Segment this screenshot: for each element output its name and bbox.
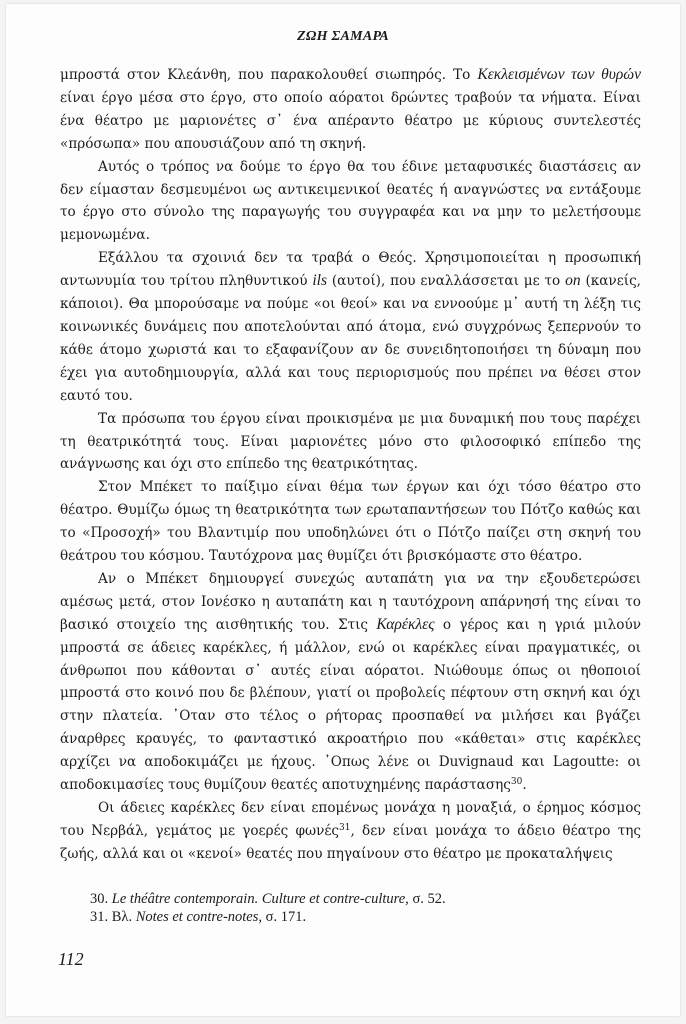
paragraph-3	[60, 247, 641, 407]
footnote-title: Notes et contre-notes,	[135, 909, 263, 925]
text-run: Οι άδειες καρέκλες δεν είναι επομένως μονάχα η μοναξιά, ο έρημος κόσμος του Νερβάλ, γεμάτος με γοερές φωνές	[60, 800, 641, 839]
running-head-author: ΖΩΗ ΣΑΜΑΡΑ	[296, 29, 390, 44]
footnote-31	[90, 908, 610, 926]
page-number: 112	[58, 949, 84, 969]
italic-term: on	[565, 272, 581, 290]
paragraph-2: Αυτός ο τρόπος να δούμε το έργο θα του έδινε μεταφυσικές διαστάσεις αν δεν είμασταν δεσμευμένοι ως αντικειμενικοί θεατές ή αναγνώστες να εντάξουμε το έργο στο σύνολο της παραγωγής του συγγραφέα και να μην το μελετήσουμε μεμονωμένα.	[60, 158, 641, 244]
footnotes	[90, 890, 610, 926]
footnote-ref-30[interactable]: 30	[510, 777, 523, 788]
text-run: .	[522, 777, 527, 794]
paragraph-7	[60, 797, 641, 866]
text-run: είναι έργο μέσα στο έργο, στο οποίο αόρατοι δρώντες τραβούν τα νήματα. Είναι ένα θέατρο με μαριονέτες σ᾿ ένα απέραντο θέατρο με κύριους συντελεστές «πρόσωπα» που απουσιάζουν από τη σκηνή.	[60, 89, 641, 152]
footnote-page: σ. 171.	[262, 909, 307, 925]
footnote-page: σ. 52.	[408, 891, 446, 907]
paragraph-5: Στον Μπέκετ το παίξιμο είναι θέμα των έργων και όχι τόσο θέατρο στο θέατρο. Θυμίζω όμως τη θεατρικότητα των ερωταπαντήσεων του Πότζο καθώς και το «Προσοχή» του Βλαντιμίρ που υποδηλώνει ότι ο Πότζο παίζει στη σκηνή του θεάτρου του κόσμου. Ταυτόχρονα μας θυμίζει ότι βρισκόμαστε στο θέατρο.	[60, 479, 641, 565]
paragraph-1	[60, 64, 641, 156]
footnote-number: 31. Βλ.	[90, 909, 136, 925]
text-run: Εξάλλου τα σχοινιά δεν τα τραβά ο Θεός. Χρησιμοποιείται η προσωπική αντωνυμία του τρίτου πληθυντικού	[60, 250, 641, 290]
text-run: μπροστά στον Κλεάνθη, που παρακολουθεί σιωπηρός. Το	[60, 67, 478, 83]
paragraph-6	[60, 568, 641, 797]
italic-term: ils	[312, 272, 328, 290]
italic-title: Κεκλεισμένων των θυρών	[477, 66, 641, 83]
text-run: (αυτοί), που εναλλάσσεται με το	[327, 273, 566, 290]
footnote-title: Le théâtre contemporain. Culture et contre-culture,	[111, 891, 409, 907]
body-text	[60, 64, 641, 866]
text-run: (κανείς, κάποιοι). Θα μπορούσαμε να πούμε «οι θεοί» και να εννοούμε μ᾿ αυτή τη λέξη τις κοινωνικές δυνάμεις που αποτελούνται από άτομα, ενώ συγχρόνως ξεπερνούν το κάθε άτομο χωριστά και το εξαφανίζουν αν δε συνειδητοποιήσει τη δύναμη που έχει για αυτοδημιουργία, αλλά και τους περιορισμούς που πρέπει να θέσει στον εαυτό του.	[60, 273, 642, 404]
footnote-ref-31[interactable]: 31	[339, 822, 351, 833]
text-run: Αν ο Μπέκετ δημιουργεί συνεχώς αυταπάτη για να την εξουδετερώσει αμέσως μετά, στον Ιονέσκο η αυταπάτη και η ταυτόχρονη απάρνησή της είναι το βασικό στοιχείο της αισθητικής του. Στις	[60, 570, 641, 633]
italic-title: Καρέκλες	[376, 615, 435, 633]
text-run: ο γέρος και η γριά μιλούν μπροστά σε άδειες καρέκλες, ή μάλλον, ενώ οι καρέκλες είναι πραγματικές, οι άνθρωποι που κάθονται σ᾿ αυτές είναι αόρατοι. Νιώθουμε όπως οι ηθοποιοί μπροστά στο κοινό που δε βλέπουν, γιατί οι προβολείς πέφτουν στη σκηνή και όχι στην πλατεία. ᾿Οταν στο τέλος ο ρήτορας προσπαθεί να μιλήσει και βγάζει άναρθρες κραυγές, το φανταστικό ακροατήριο που «κάθεται» στις καρέκλες αρχίζει να αποδοκιμάζει με ήχους. ᾿Οπως λένε οι Duvignaud και Lagoutte: οι αποδοκιμασίες τους θυμίζουν θεατές αποτυχημένης παράστασης	[60, 616, 641, 794]
text-run: , δεν είναι μονάχα το άδειο θέατρο της ζωής, αλλά και οι «κενοί» θεατές που πηγαίνουν στο θέατρο με προκαταλήψεις	[60, 822, 642, 862]
footnote-30	[90, 890, 610, 908]
footnote-number: 30.	[90, 891, 112, 907]
paragraph-4: Τα πρόσωπα του έργου είναι προικισμένα με μια δυναμική που τους παρέχει τη θεατρικότητά τους. Είναι μαριονέτες μόνο στο φιλοσοφικό επίπεδο της ανάγνωσης και όχι στο επίπεδο της θεατρικότητας.	[60, 410, 641, 473]
